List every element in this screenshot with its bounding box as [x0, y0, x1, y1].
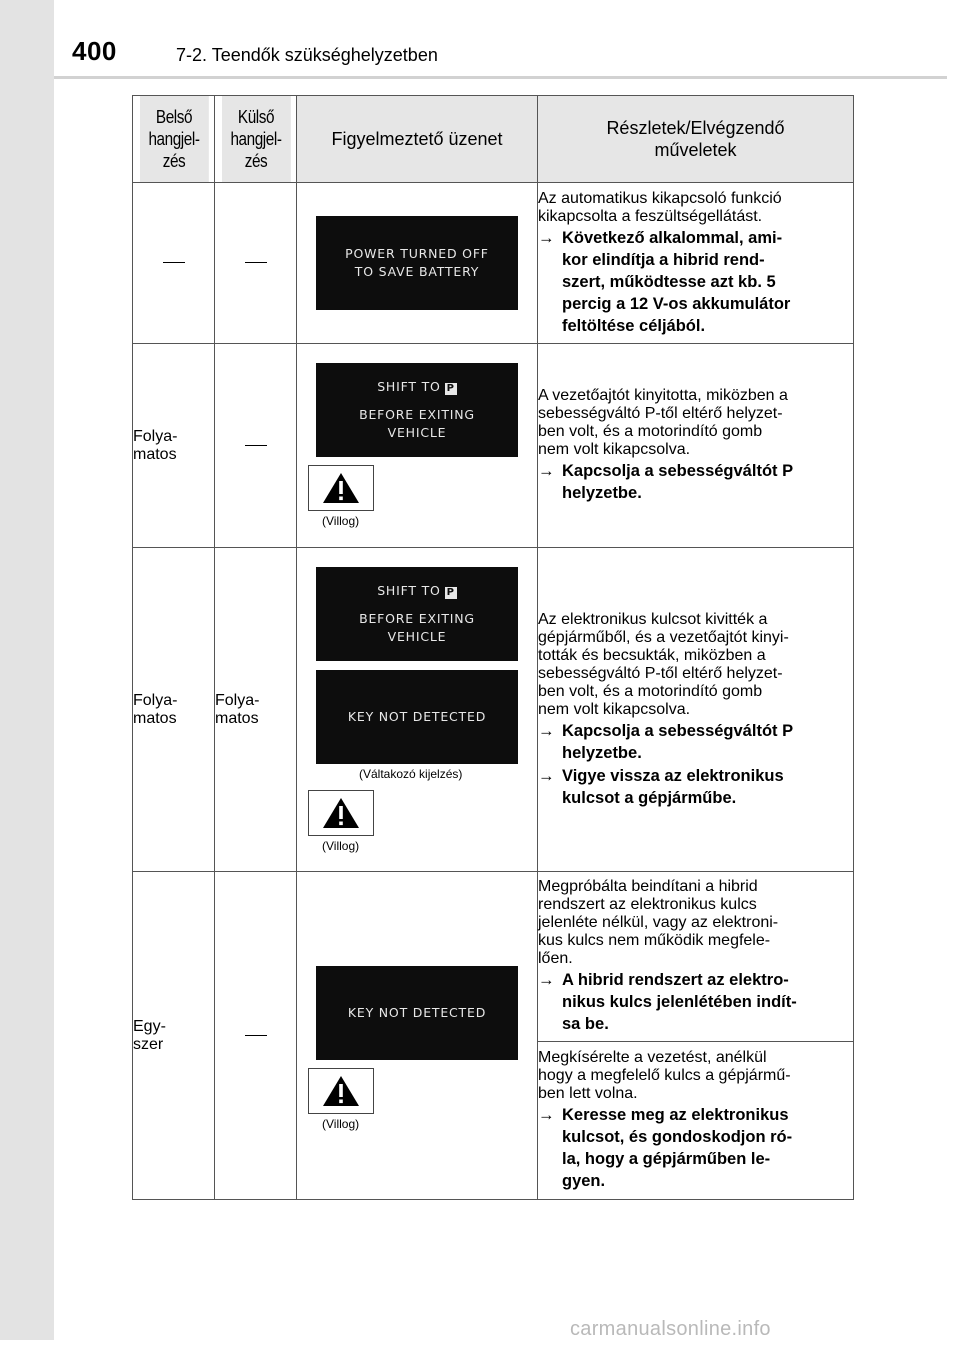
- action-text: Kapcsolja a sebességváltót P helyzetbe.: [562, 721, 794, 762]
- warning-light-box: [308, 465, 374, 511]
- arrow-icon: →: [538, 462, 555, 480]
- outer-sound-cell: [215, 183, 297, 344]
- action-text: Következő alkalommal, ami- kor elindítja a hibrid rend- szert, működtesse azt kb. 5 percig a 12 V-os akkumulátor feltöltése céljából.: [562, 228, 791, 335]
- detail-text: Az elektronikus kulcsot kivitték a gépjárműből, és a vezetőajtót kinyi- tották és becsukták, miközben a sebességváltó P-től eltérő helyzet- ben volt, és a motorindító gomb nem volt kikapcsolva.: [538, 610, 789, 718]
- outer-sound-cell: [215, 344, 297, 548]
- warning-triangle-icon: [321, 471, 361, 505]
- blink-caption: (Villog): [322, 514, 360, 528]
- display-screen: KEY NOT DETECTED: [316, 670, 518, 764]
- action-item: [538, 720, 853, 764]
- dash-mark: [163, 262, 185, 263]
- page-side-strip: [0, 0, 54, 1340]
- table-row: [133, 183, 854, 344]
- message-cell: [297, 344, 538, 548]
- dash-mark: [245, 1035, 267, 1036]
- detail-text: Megkísérelte a vezetést, anélkül hogy a megfelelő kulcs a gépjármű- ben lett volna.: [538, 1049, 791, 1102]
- inner-sound-cell: [133, 183, 215, 344]
- blink-caption: (Villog): [322, 838, 360, 853]
- p-indicator: P: [446, 383, 455, 394]
- arrow-icon: →: [538, 721, 555, 740]
- action-text: Kapcsolja a sebességváltót P helyzetbe.: [562, 462, 794, 502]
- inner-sound-cell: Folya- matos: [133, 344, 215, 548]
- action-item: [538, 460, 853, 504]
- display-screen: KEY NOT DETECTED: [316, 966, 518, 1060]
- arrow-icon: →: [538, 228, 555, 247]
- details-cell: [538, 1042, 854, 1200]
- warning-light-box: [308, 1068, 374, 1114]
- inner-sound-cell: Egy- szer: [133, 872, 215, 1200]
- warning-light-box: [308, 790, 374, 836]
- warning-triangle-icon: [321, 796, 361, 830]
- watermark: carmanualsonline.info: [570, 1318, 771, 1340]
- message-cell: [297, 872, 538, 1200]
- header-details: Részletek/Elvégzendő műveletek: [538, 96, 854, 183]
- action-item: [538, 1104, 853, 1192]
- action-text: Keresse meg az elektronikus kulcsot, és gondoskodjon ró- la, hogy a gépjárműben le- gyen.: [562, 1106, 793, 1190]
- arrow-icon: →: [538, 971, 555, 989]
- dash-mark: [245, 262, 267, 263]
- action-item: [538, 227, 853, 337]
- header-inner-sound: Belső hangjel- zés: [139, 96, 209, 183]
- details-cell: [538, 872, 854, 1042]
- details-cell: [538, 183, 854, 344]
- action-text: Vigye vissza az elektronikus kulcsot a gépjárműbe.: [562, 766, 784, 807]
- action-text: A hibrid rendszert az elektro- nikus kulcs jelenlétében indít- sa be.: [562, 971, 797, 1033]
- detail-text: A vezetőajtót kinyitotta, miközben a sebességváltó P-től eltérő helyzet- ben volt, és a motorindító gomb nem volt kikapcsolva.: [538, 387, 788, 458]
- inner-sound-cell: Folya- matos: [133, 548, 215, 872]
- outer-sound-cell: [215, 872, 297, 1200]
- outer-sound-cell: Folya- matos: [215, 548, 297, 872]
- blink-caption: (Villog): [322, 1117, 360, 1131]
- details-cell: [538, 548, 854, 872]
- action-item: [538, 765, 853, 809]
- table-row: [133, 872, 854, 1042]
- message-cell: [297, 183, 538, 344]
- header-outer-sound: Külső hangjel- zés: [221, 96, 291, 183]
- detail-text: Megpróbálta beindítani a hibrid rendszert az elektronikus kulcs jelenléte nélkül, vagy az elektroni- kus kulcs nem működik megfele- lően.: [538, 878, 779, 967]
- table-header-row: [133, 96, 854, 183]
- warning-message-table: [132, 95, 854, 1200]
- warning-triangle-icon: [321, 1074, 361, 1108]
- detail-text: Az automatikus kikapcsoló funkció kikapcsolta a feszültségellátást.: [538, 189, 782, 225]
- action-item: [538, 969, 853, 1035]
- alternating-caption: (Váltakozó kijelzés): [359, 766, 463, 781]
- display-screen: SHIFT TO P BEFORE EXITING VEHICLE: [316, 567, 518, 661]
- table-row: [133, 344, 854, 548]
- page-number: 400: [72, 36, 117, 66]
- table-row: [133, 548, 854, 872]
- display-screen: POWER TURNED OFF TO SAVE BATTERY: [316, 216, 518, 310]
- message-cell: [297, 548, 538, 872]
- p-indicator: P: [446, 586, 455, 598]
- header-rule: [54, 76, 947, 79]
- arrow-icon: →: [538, 1106, 555, 1124]
- arrow-icon: →: [538, 766, 555, 785]
- details-cell: [538, 344, 854, 548]
- dash-mark: [245, 445, 267, 446]
- section-title: 7-2. Teendők szükséghelyzetben: [176, 45, 438, 65]
- header-message: Figyelmeztető üzenet: [297, 96, 538, 183]
- display-screen: SHIFT TO P BEFORE EXITING VEHICLE: [316, 363, 518, 457]
